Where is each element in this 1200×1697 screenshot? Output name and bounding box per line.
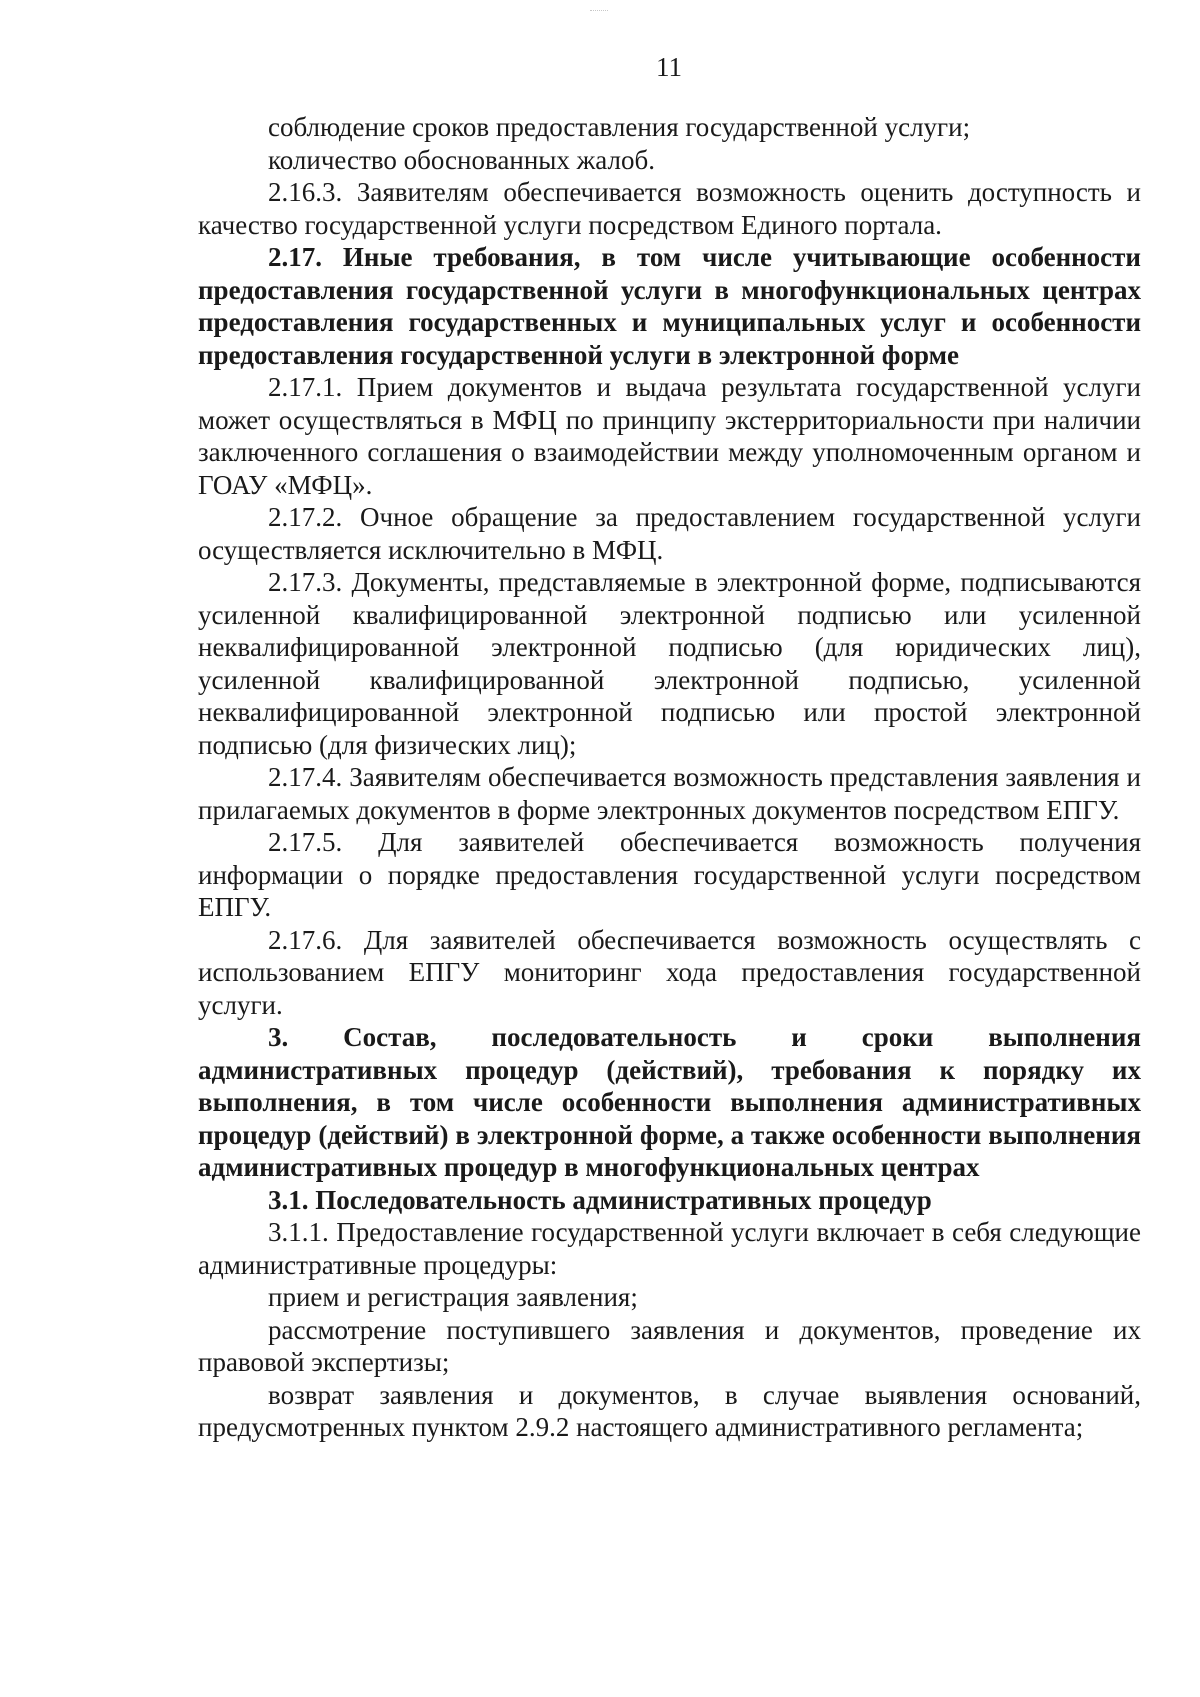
paragraph-complaints: количество обоснованных жалоб. (268, 144, 655, 175)
document-body (198, 111, 1141, 1444)
list-item-intake: прием и регистрация заявления; (268, 1282, 638, 1312)
list-item-return: возврат заявления и документов, в случае выявления оснований, предусмотренных пунктом 2.9.2 настоящего административного регламента; (198, 1379, 1141, 1442)
scan-specks (590, 10, 608, 14)
heading-3-1: 3.1. Последовательность административных процедур (268, 1184, 932, 1215)
paragraph-3-1-1: 3.1.1. Предоставление государственной услуги включает в себя следующие административные процедуры: (198, 1217, 1141, 1280)
heading-section-3: 3. Состав, последовательность и сроки выполнения административных процедур (действий), требования к порядку их выполнения, в том числе особенности выполнения административных процедур (действий) в электронной форме, а также особенности выполнения административных процедур в многофункциональных центрах (198, 1022, 1141, 1182)
paragraph-2-17-1: 2.17.1. Прием документов и выдача результата государственной услуги может осуществляться в МФЦ по принципу экстерриториальности при наличии заключенного соглашения о взаимодействии между уполномоченным органом и ГОАУ «МФЦ». (198, 372, 1141, 500)
paragraph-2-17-5: 2.17.5. Для заявителей обеспечивается возможность получения информации о порядке предоставления государственной услуги посредством ЕПГУ. (198, 827, 1141, 922)
paragraph-deadlines: соблюдение сроков предоставления государственной услуги; (268, 112, 971, 142)
paragraph-2-17-2: 2.17.2. Очное обращение за предоставлением государственной услуги осуществляется исключительно в МФЦ. (198, 502, 1141, 565)
paragraph-2-17-4: 2.17.4. Заявителям обеспечивается возможность представления заявления и прилагаемых документов в форме электронных документов посредством ЕПГУ. (198, 762, 1141, 825)
paragraph-2-17-3: 2.17.3. Документы, представляемые в электронной форме, подписываются усиленной квалифицированной электронной подписью или усиленной неквалифицированной электронной подписью (для юридических лиц), усиленной квалифицированной электронной подписью, усиленной неквалифицированной электронной подписью или простой электронной подписью (для физических лиц); (198, 567, 1141, 760)
paragraph-2-17-6: 2.17.6. Для заявителей обеспечивается возможность осуществлять с использованием ЕПГУ мониторинг хода предоставления государственной услуги. (198, 924, 1141, 1020)
list-item-review: рассмотрение поступившего заявления и документов, проведение их правовой экспертизы; (198, 1314, 1141, 1377)
paragraph-2-16-3: 2.16.3. Заявителям обеспечивается возможность оценить доступность и качество государственной услуги посредством Единого портала. (198, 177, 1141, 240)
page-number: 11 (656, 52, 682, 82)
heading-2-17: 2.17. Иные требования, в том числе учитывающие особенности предоставления государственной услуги в многофункциональных центрах предоставления государственных и муниципальных услуг и особенности предоставления государственной услуги в электронной форме (198, 242, 1141, 370)
